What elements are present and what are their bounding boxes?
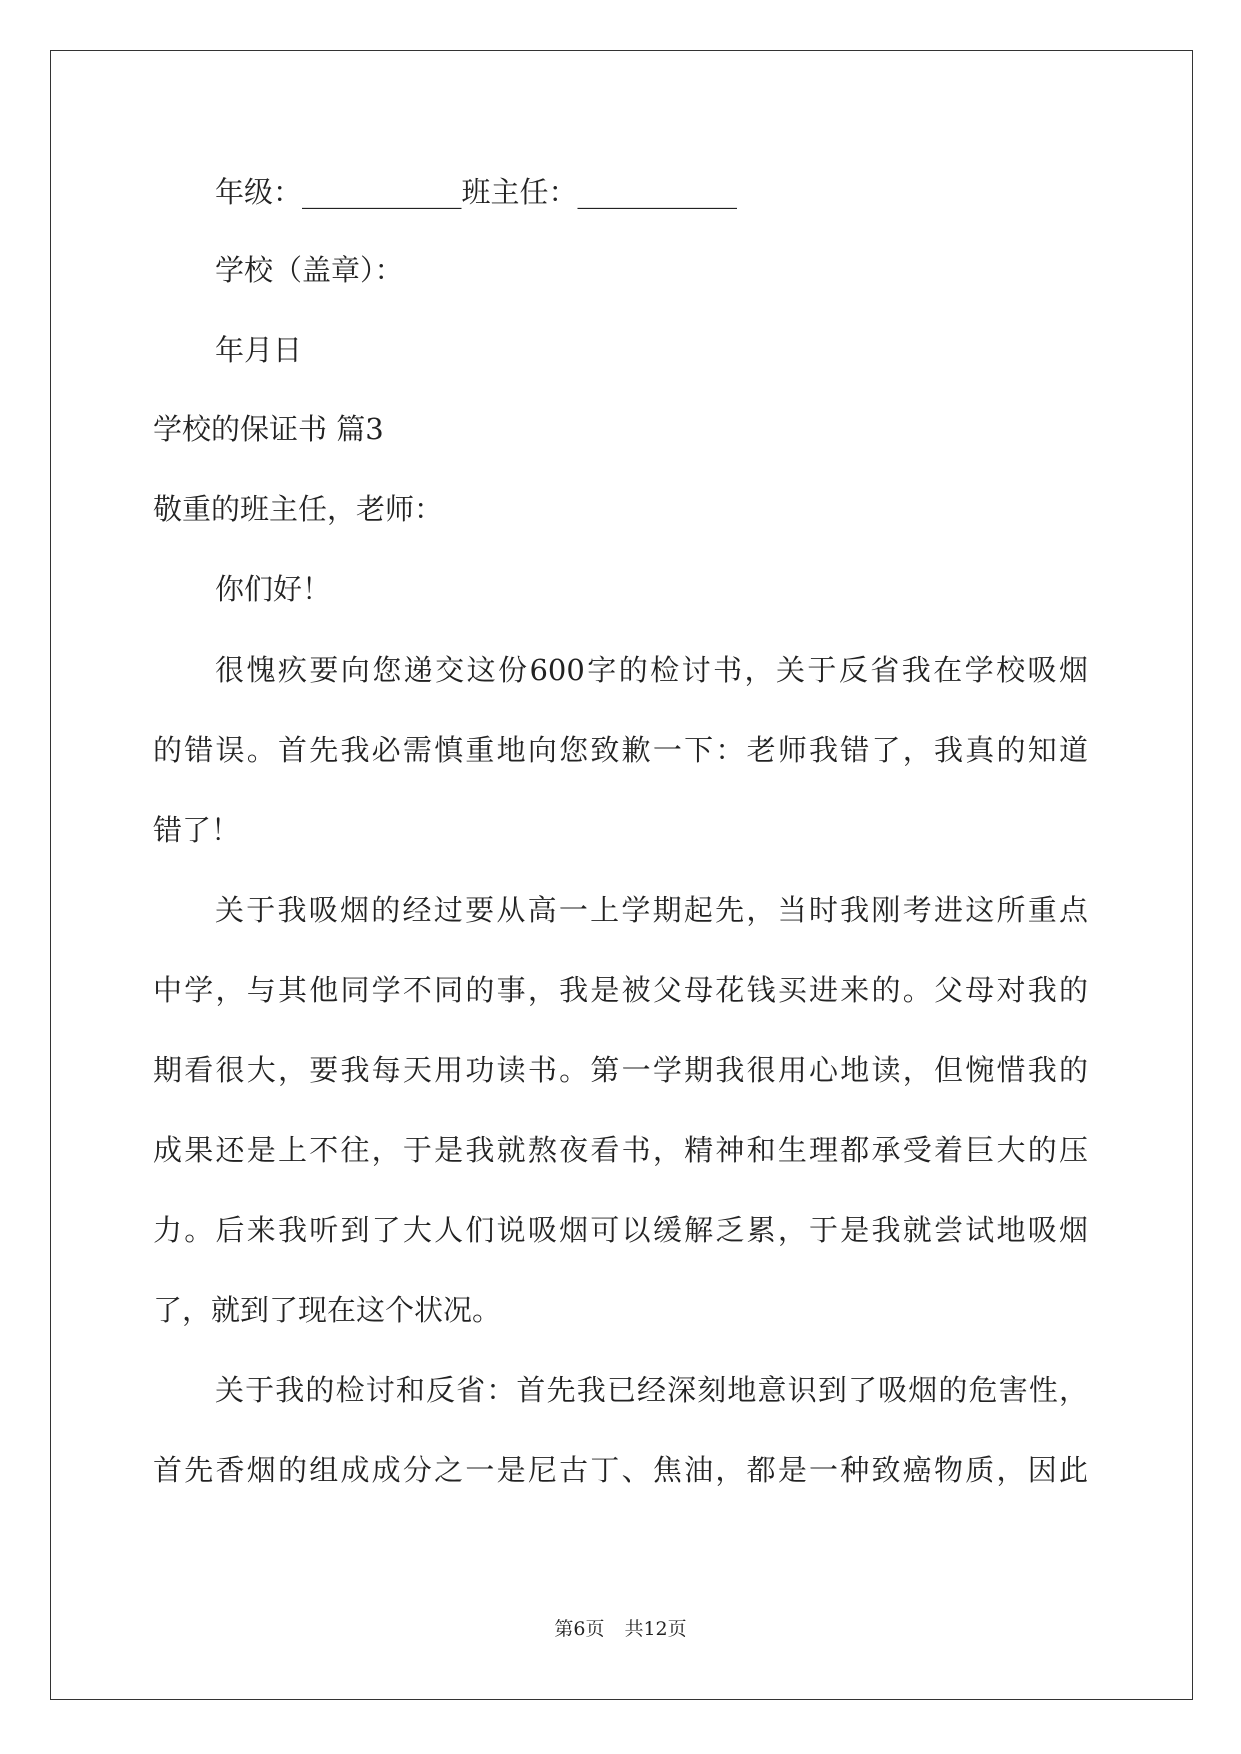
page-total: 共12页 bbox=[624, 1618, 687, 1640]
paragraph-line: 了，就到了现在这个状况。 bbox=[153, 1293, 502, 1327]
date-line: 年月日 bbox=[215, 333, 303, 367]
page-footer bbox=[0, 1614, 1241, 1641]
paragraph-line: 关于我吸烟的经过要从高一上学期起先，当时我刚考进这所重点 bbox=[215, 893, 1088, 927]
paragraph-line: 关于我的检讨和反省：首先我已经深刻地意识到了吸烟的危害性， bbox=[215, 1373, 1088, 1407]
paragraph-line: 力。后来我听到了大人们说吸烟可以缓解乏累，于是我就尝试地吸烟 bbox=[153, 1213, 1088, 1247]
paragraph-line: 中学，与其他同学不同的事，我是被父母花钱买进来的。父母对我的 bbox=[153, 973, 1088, 1007]
paragraph-line: 很愧疚要向您递交这份600字的检讨书，关于反省我在学校吸烟 bbox=[215, 653, 1088, 687]
school-stamp-line: 学校（盖章）： bbox=[215, 253, 404, 287]
greeting: 你们好！ bbox=[215, 572, 332, 606]
paragraph-line: 期看很大，要我每天用功读书。第一学期我很用心地读，但惋惜我的 bbox=[153, 1053, 1088, 1087]
page-number: 第6页 bbox=[554, 1618, 605, 1640]
paragraph-line: 错了！ bbox=[153, 813, 241, 847]
paragraph-line: 的错误。首先我必需慎重地向您致歉一下：老师我错了，我真的知道 bbox=[153, 733, 1088, 767]
salutation: 敬重的班主任，老师： bbox=[153, 492, 444, 526]
paragraph-line: 成果还是上不往，于是我就熬夜看书，精神和生理都承受着巨大的压 bbox=[153, 1133, 1088, 1167]
section-heading: 学校的保证书 篇3 bbox=[153, 412, 384, 446]
grade-teacher-line: 年级：___________班主任：___________ bbox=[215, 175, 738, 209]
paragraph-line: 首先香烟的组成成分之一是尼古丁、焦油，都是一种致癌物质，因此 bbox=[153, 1453, 1088, 1487]
